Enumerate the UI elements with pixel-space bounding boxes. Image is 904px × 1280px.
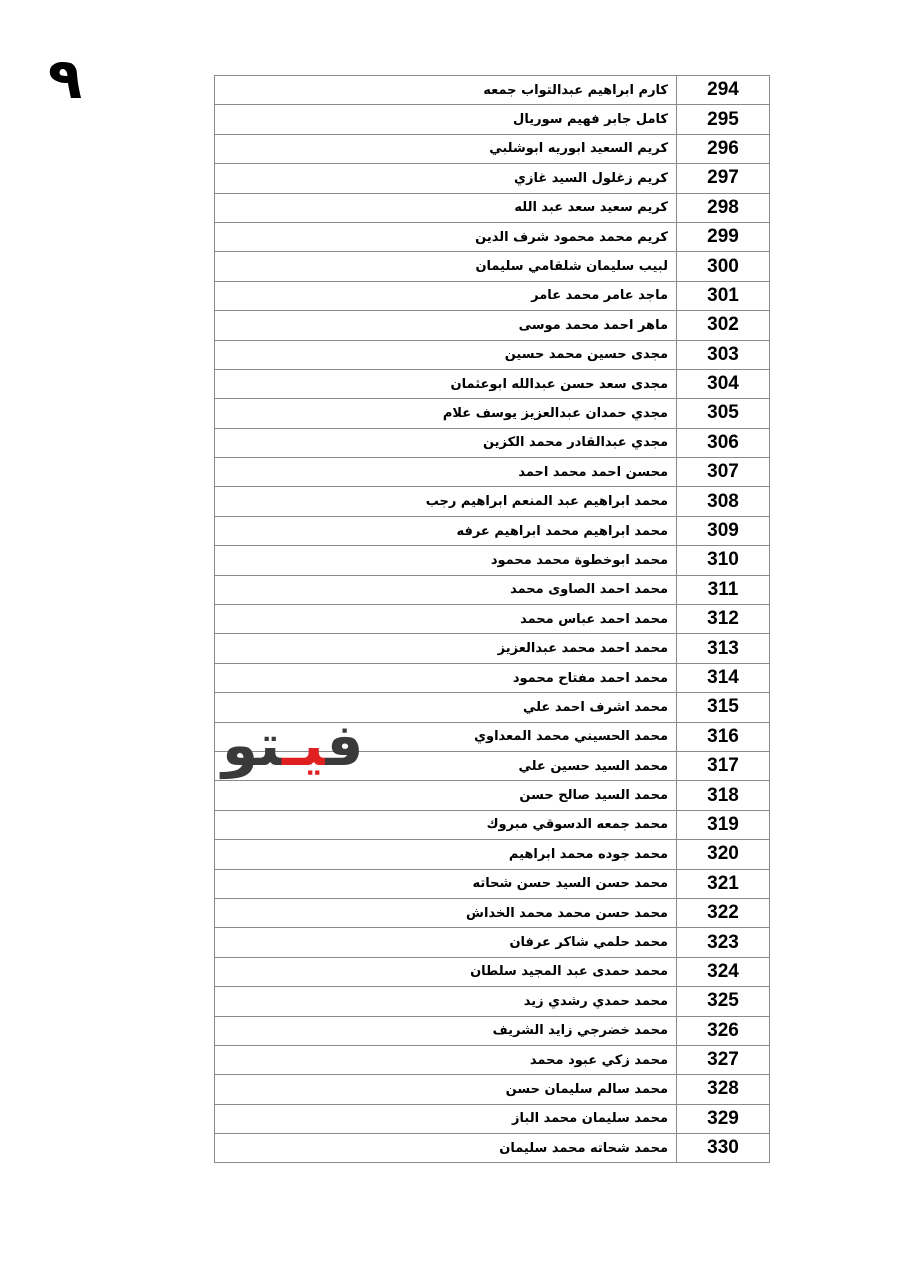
name-cell: محمد سليمان محمد الباز [215, 1104, 677, 1133]
name-cell: محمد حسن محمد محمد الخداش [215, 898, 677, 927]
name-cell: محمد زكي عبود محمد [215, 1045, 677, 1074]
number-cell: 294 [677, 76, 770, 105]
name-cell: محمد شحاته محمد سليمان [215, 1134, 677, 1163]
number-cell: 307 [677, 458, 770, 487]
name-cell: محمد خضرجي زايد الشريف [215, 1016, 677, 1045]
number-cell: 301 [677, 281, 770, 310]
number-cell: 330 [677, 1134, 770, 1163]
table-row [215, 76, 770, 105]
table-row [215, 164, 770, 193]
number-cell: 308 [677, 487, 770, 516]
table-row [215, 869, 770, 898]
number-cell: 315 [677, 693, 770, 722]
watermark-part-3: تو [222, 711, 283, 779]
table-row [215, 311, 770, 340]
number-cell: 302 [677, 311, 770, 340]
table-row [215, 898, 770, 927]
table-row [215, 575, 770, 604]
name-cell: محمد ابراهيم محمد ابراهيم عرفه [215, 516, 677, 545]
number-cell: 306 [677, 428, 770, 457]
table-row [215, 516, 770, 545]
table-row [215, 957, 770, 986]
name-cell: محمد احمد عباس محمد [215, 605, 677, 634]
number-cell: 328 [677, 1075, 770, 1104]
number-cell: 305 [677, 399, 770, 428]
number-cell: 299 [677, 222, 770, 251]
number-cell: 298 [677, 193, 770, 222]
table-row [215, 487, 770, 516]
table-row [215, 928, 770, 957]
name-cell: محمد ابوخطوة محمد محمود [215, 546, 677, 575]
name-cell: كريم سعيد سعد عبد الله [215, 193, 677, 222]
name-cell: كريم محمد محمود شرف الدين [215, 222, 677, 251]
number-cell: 327 [677, 1045, 770, 1074]
table-row [215, 399, 770, 428]
number-cell: 317 [677, 751, 770, 780]
number-cell: 319 [677, 810, 770, 839]
name-cell: كامل جابر فهيم سوريال [215, 105, 677, 134]
table-row [215, 810, 770, 839]
table-row [215, 663, 770, 692]
number-cell: 323 [677, 928, 770, 957]
number-cell: 310 [677, 546, 770, 575]
table-row [215, 252, 770, 281]
number-cell: 324 [677, 957, 770, 986]
number-cell: 303 [677, 340, 770, 369]
number-cell: 309 [677, 516, 770, 545]
table-row [215, 1016, 770, 1045]
table-row [215, 134, 770, 163]
name-cell: مجدى حسين محمد حسين [215, 340, 677, 369]
number-cell: 325 [677, 987, 770, 1016]
table-row [215, 1134, 770, 1163]
name-cell: كريم السعيد ابوريه ابوشلبي [215, 134, 677, 163]
table-row [215, 222, 770, 251]
table-row [215, 1104, 770, 1133]
table-row [215, 369, 770, 398]
table-row [215, 340, 770, 369]
name-cell: محمد سالم سليمان حسن [215, 1075, 677, 1104]
number-cell: 304 [677, 369, 770, 398]
name-cell: محمد حلمي شاكر عرفان [215, 928, 677, 957]
number-cell: 316 [677, 722, 770, 751]
table-row [215, 281, 770, 310]
name-cell: ماجد عامر محمد عامر [215, 281, 677, 310]
name-cell: محمد حمدى عبد المجيد سلطان [215, 957, 677, 986]
table-row [215, 781, 770, 810]
name-cell: محمد حسن السيد حسن شحاته [215, 869, 677, 898]
name-cell: محمد احمد الصاوى محمد [215, 575, 677, 604]
name-cell: مجدي حمدان عبدالعزيز يوسف علام [215, 399, 677, 428]
name-cell: كريم زغلول السيد غازي [215, 164, 677, 193]
name-cell: كارم ابراهيم عبدالتواب جمعه [215, 76, 677, 105]
number-cell: 322 [677, 898, 770, 927]
table-row [215, 840, 770, 869]
names-table-body [215, 76, 770, 1163]
name-cell: محمد السيد حسين علي [215, 751, 677, 780]
name-cell: محمد ابراهيم عبد المنعم ابراهيم رجب [215, 487, 677, 516]
number-cell: 321 [677, 869, 770, 898]
name-cell: محمد حمدي رشدي زيد [215, 987, 677, 1016]
number-cell: 297 [677, 164, 770, 193]
name-cell: لبيب سليمان شلقامي سليمان [215, 252, 677, 281]
name-cell: ماهر احمد محمد موسى [215, 311, 677, 340]
name-cell: محمد اشرف احمد علي [215, 693, 677, 722]
number-cell: 312 [677, 605, 770, 634]
number-cell: 314 [677, 663, 770, 692]
number-cell: 320 [677, 840, 770, 869]
name-cell: محمد السيد صالح حسن [215, 781, 677, 810]
number-cell: 329 [677, 1104, 770, 1133]
name-cell: محسن احمد محمد احمد [215, 458, 677, 487]
name-cell: مجدي عبدالقادر محمد الكزين [215, 428, 677, 457]
name-cell: محمد احمد مفتاح محمود [215, 663, 677, 692]
table-row [215, 1075, 770, 1104]
names-table [214, 75, 770, 1163]
table-row [215, 193, 770, 222]
table-row [215, 1045, 770, 1074]
number-cell: 295 [677, 105, 770, 134]
name-cell: محمد جوده محمد ابراهيم [215, 840, 677, 869]
table-row [215, 105, 770, 134]
number-cell: 313 [677, 634, 770, 663]
name-cell: محمد الحسيني محمد المعداوي [215, 722, 677, 751]
table-row [215, 458, 770, 487]
name-cell: محمد جمعه الدسوقي مبروك [215, 810, 677, 839]
watermark-part-2: يـ [282, 711, 326, 779]
watermark-part-1: ف [325, 711, 364, 779]
table-row [215, 605, 770, 634]
number-cell: 311 [677, 575, 770, 604]
number-cell: 318 [677, 781, 770, 810]
table-row [215, 987, 770, 1016]
name-cell: مجدى سعد حسن عبدالله ابوعثمان [215, 369, 677, 398]
table-row [215, 546, 770, 575]
number-cell: 326 [677, 1016, 770, 1045]
page-number: ٩ [48, 47, 83, 112]
watermark-logo [222, 711, 364, 779]
name-cell: محمد احمد محمد عبدالعزيز [215, 634, 677, 663]
table-row [215, 428, 770, 457]
number-cell: 296 [677, 134, 770, 163]
number-cell: 300 [677, 252, 770, 281]
table-row [215, 634, 770, 663]
